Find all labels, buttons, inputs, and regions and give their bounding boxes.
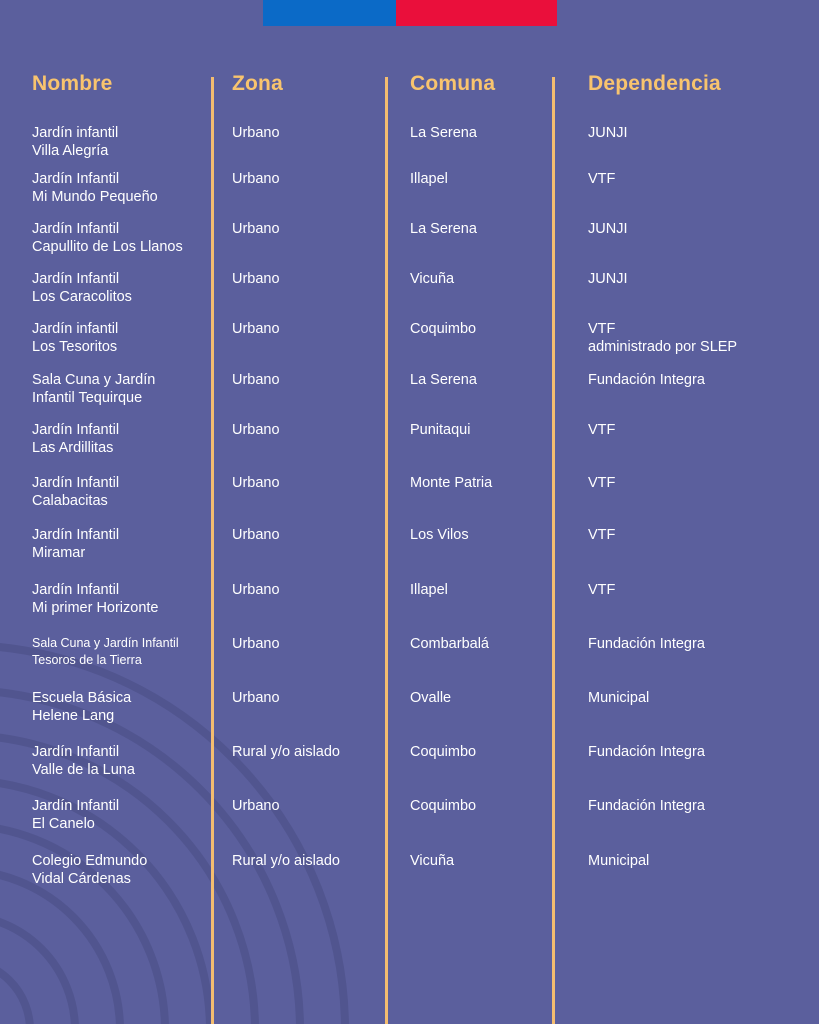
cell-nombre: Jardín Infantil Miramar [32,527,120,561]
cell-comuna: La Serena [410,125,477,141]
cell-nombre: Jardín Infantil Los Caracolitos [32,271,132,305]
column-divider [385,77,388,1024]
cell-zona: Urbano [232,422,280,438]
cell-zona: Urbano [232,125,280,141]
cell-dependencia: VTF [588,582,616,598]
cell-nombre: Jardín Infantil Capullito de Los Llanos [32,221,183,255]
cell-zona: Urbano [232,475,280,491]
cell-dependencia: VTF [588,422,616,438]
cell-zona: Rural y/o aislado [232,744,340,760]
cell-comuna: Coquimbo [410,321,477,337]
cell-nombre: Jardín Infantil Mi Mundo Pequeño [32,171,158,205]
cell-zona: Urbano [232,798,280,814]
cell-comuna: Combarbalá [410,636,489,652]
cell-zona: Urbano [232,372,280,388]
cell-nombre: Jardín Infantil Valle de la Luna [32,744,135,778]
cell-comuna: La Serena [410,372,477,388]
cell-comuna: Los Vilos [410,527,469,543]
flag-blue-stripe [263,0,396,26]
column-divider [211,77,214,1024]
cell-dependencia: Fundación Integra [588,744,705,760]
header-nombre: Nombre [32,72,113,95]
cell-nombre: Sala Cuna y Jardín Infantil Tesoros de la Tierra [32,636,179,667]
cell-nombre: Jardín Infantil El Canelo [32,798,120,832]
cell-zona: Urbano [232,582,280,598]
cell-nombre: Jardín Infantil Calabacitas [32,475,120,509]
cell-zona: Urbano [232,690,280,706]
cell-dependencia: Fundación Integra [588,798,705,814]
cell-comuna: Coquimbo [410,798,477,814]
cell-zona: Urbano [232,221,280,237]
cell-dependencia: JUNJI [588,221,628,237]
flag-red-stripe [396,0,557,26]
cell-comuna: Ovalle [410,690,452,706]
flag-bar [263,0,557,26]
cell-nombre: Colegio Edmundo Vidal Cárdenas [32,853,148,887]
cell-nombre: Escuela Básica Helene Lang [32,690,132,724]
cell-dependencia: VTF [588,171,616,187]
cell-comuna: Monte Patria [410,475,493,491]
cell-comuna: Illapel [410,171,448,187]
cell-dependencia: JUNJI [588,271,628,287]
header-zona: Zona [232,72,283,95]
cell-dependencia: VTF [588,475,616,491]
cell-comuna: La Serena [410,221,477,237]
cell-zona: Urbano [232,636,280,652]
header-dependencia: Dependencia [588,72,721,95]
cell-zona: Rural y/o aislado [232,853,340,869]
cell-comuna: Vicuña [410,853,455,869]
cell-comuna: Illapel [410,582,448,598]
cell-dependencia: Municipal [588,853,650,869]
cell-dependencia: VTF administrado por SLEP [588,321,738,355]
cell-comuna: Vicuña [410,271,455,287]
cell-dependencia: Fundación Integra [588,636,705,652]
cell-nombre: Sala Cuna y Jardín Infantil Tequirque [32,372,156,406]
cell-zona: Urbano [232,171,280,187]
cell-dependencia: Fundación Integra [588,372,705,388]
cell-comuna: Coquimbo [410,744,477,760]
header-comuna: Comuna [410,72,496,95]
cell-dependencia: JUNJI [588,125,628,141]
cell-nombre: Jardín infantil Villa Alegría [32,125,119,159]
cell-nombre: Jardín Infantil Las Ardillitas [32,422,120,456]
cell-comuna: Punitaqui [410,422,471,438]
cell-nombre: Jardín Infantil Mi primer Horizonte [32,582,159,616]
cell-zona: Urbano [232,321,280,337]
column-divider [552,77,555,1024]
cell-dependencia: Municipal [588,690,650,706]
cell-dependencia: VTF [588,527,616,543]
cell-nombre: Jardín infantil Los Tesoritos [32,321,119,355]
cell-zona: Urbano [232,271,280,287]
cell-zona: Urbano [232,527,280,543]
